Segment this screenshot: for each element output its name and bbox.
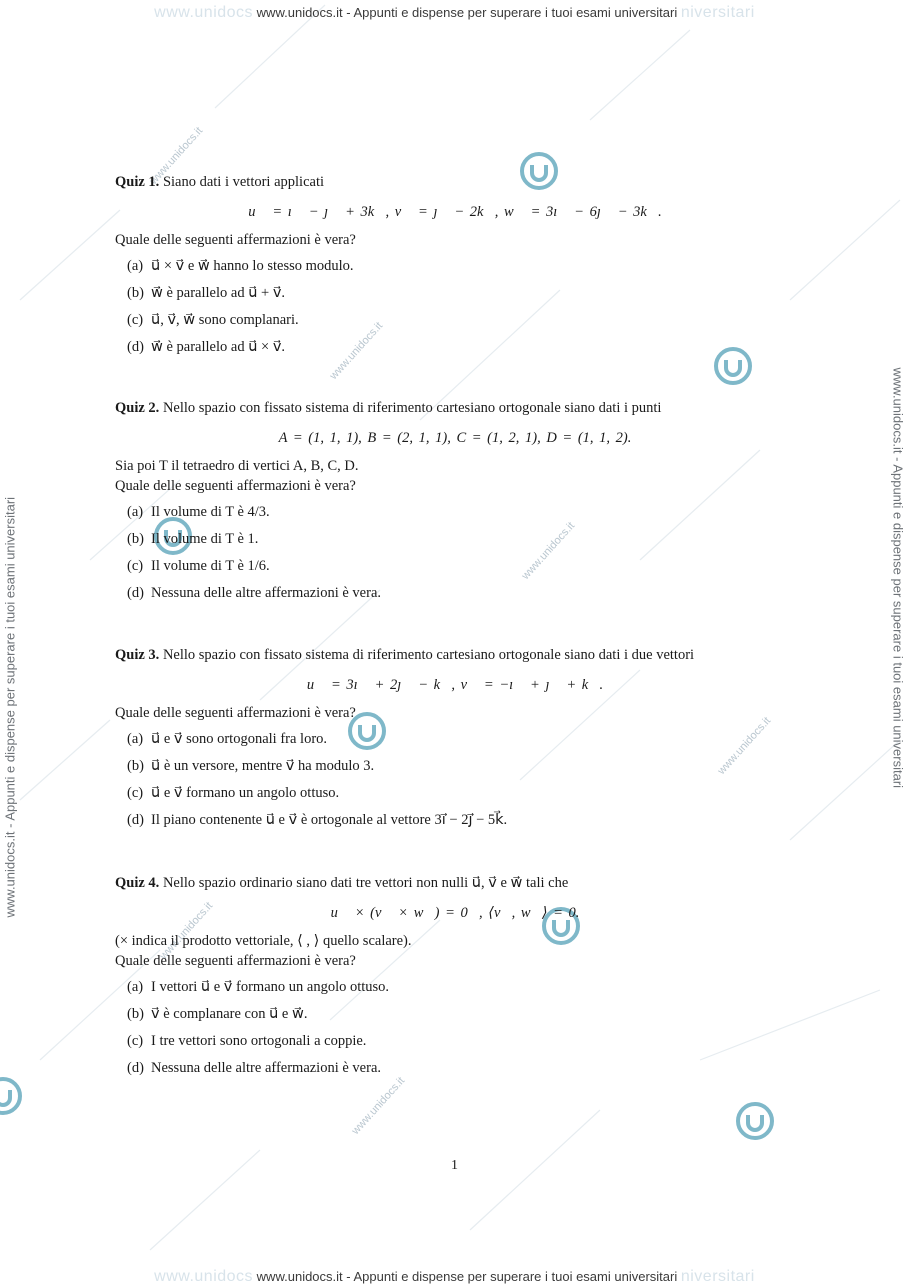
quiz-header — [115, 873, 795, 893]
quiz-label: Quiz 2. — [115, 400, 160, 416]
quiz-statement: Sia poi T il tetraedro di vertici A, B, C, D. — [115, 458, 359, 474]
option-letter: (b) — [127, 1006, 144, 1022]
option-text: Nessuna delle altre affermazioni è vera. — [151, 1060, 382, 1076]
option-b — [127, 1004, 795, 1024]
option-a — [127, 729, 795, 749]
option-letter: (c) — [127, 1033, 144, 1049]
quiz-label: Quiz 1. — [115, 174, 160, 190]
quiz-formula: u⃗ × (v⃗ × w⃗) = 0⃗, ⟨v⃗, w⃗⟩ = 0. — [330, 905, 580, 921]
watermark-side-left: www.unidocs.it - Appunti e dispense per superare i tuoi esami universitari — [2, 496, 18, 918]
option-text: u⃗ × v⃗ e w⃗ hanno lo stesso modulo. — [151, 258, 354, 274]
watermark-side-right: www.unidocs.it - Appunti e dispense per superare i tuoi esami universitari — [890, 367, 906, 789]
option-letter: (c) — [127, 312, 144, 328]
option-letter: (a) — [127, 504, 144, 520]
option-letter: (d) — [127, 585, 144, 601]
quiz-question: Quale delle seguenti affermazioni è vera? — [115, 705, 356, 721]
page-number: 1 — [451, 1158, 458, 1173]
watermark-ghost-right: niversitari — [680, 4, 755, 21]
quiz-4 — [115, 873, 795, 1085]
watermark-logo-icon — [734, 1100, 776, 1142]
option-c — [127, 310, 795, 330]
option-c — [127, 1031, 795, 1051]
option-d — [127, 583, 795, 603]
quiz-intro: Nello spazio ordinario siano dati tre vettori non nulli u⃗, v⃗ e w⃗ tali che — [162, 875, 569, 891]
watermark-banner-text: www.unidocs.it - Appunti e dispense per superare i tuoi esami universitari — [256, 1269, 678, 1284]
watermark-diagonal-text: www.unidocs.it — [715, 714, 774, 778]
option-b — [127, 756, 795, 776]
option-letter: (a) — [127, 979, 144, 995]
quiz-intro: Nello spazio con fissato sistema di riferimento cartesiano ortogonale siano dati i due vettori — [162, 647, 695, 663]
option-a — [127, 977, 795, 997]
option-letter: (d) — [127, 1060, 144, 1076]
quiz-header — [115, 172, 795, 192]
watermark-ghost-left: www.unidocs — [154, 4, 254, 21]
quiz-header — [115, 398, 795, 418]
quiz-label: Quiz 3. — [115, 647, 160, 663]
watermark-ghost-left: www.unidocs — [154, 1268, 254, 1285]
watermark-logo-icon — [0, 1075, 24, 1117]
watermark-diagonal-text: www.unidocs.it — [327, 319, 386, 383]
option-b — [127, 529, 795, 549]
option-letter: (b) — [127, 758, 144, 774]
watermark-diagonal-text: www.unidocs.it — [147, 124, 206, 188]
option-text: u⃗ e v⃗ sono ortogonali fra loro. — [151, 731, 328, 747]
quiz-label: Quiz 4. — [115, 875, 160, 891]
watermark-diagonal-text: www.unidocs.it — [349, 1074, 408, 1138]
options-list — [127, 256, 795, 357]
option-text: Il volume di T è 1. — [151, 531, 259, 547]
quiz-1 — [115, 172, 795, 364]
option-a — [127, 256, 795, 276]
watermark-banner-text: www.unidocs.it - Appunti e dispense per superare i tuoi esami universitari — [256, 5, 678, 20]
option-text: I vettori u⃗ e v⃗ formano un angolo ottuso. — [151, 979, 390, 995]
option-d — [127, 337, 795, 357]
quiz-intro: Nello spazio con fissato sistema di riferimento cartesiano ortogonale siano dati i punti — [162, 400, 662, 416]
option-text: Il piano contenente u⃗ e v⃗ è ortogonale al vettore 3ı⃗ − 2ȷ⃗ − 5k⃗. — [151, 812, 508, 828]
options-list — [127, 977, 795, 1078]
option-letter: (c) — [127, 558, 144, 574]
option-letter: (a) — [127, 731, 144, 747]
option-d — [127, 1058, 795, 1078]
watermark-banner-top — [0, 4, 909, 22]
option-c — [127, 783, 795, 803]
watermark-diagonal-text: www.unidocs.it — [519, 519, 578, 583]
quiz-intro: Siano dati i vettori applicati — [162, 174, 325, 190]
watermark-banner-bottom — [0, 1268, 909, 1286]
option-text: u⃗, v⃗, w⃗ sono complanari. — [151, 312, 299, 328]
quiz-header — [115, 645, 795, 665]
option-letter: (b) — [127, 531, 144, 547]
quiz-statement: (× indica il prodotto vettoriale, ⟨ , ⟩ quello scalare). — [115, 933, 412, 949]
option-text: I tre vettori sono ortogonali a coppie. — [151, 1033, 367, 1049]
option-a — [127, 502, 795, 522]
option-letter: (d) — [127, 339, 144, 355]
option-text: w⃗ è parallelo ad u⃗ + v⃗. — [151, 285, 286, 301]
quiz-2 — [115, 398, 795, 610]
option-b — [127, 283, 795, 303]
option-text: Il volume di T è 1/6. — [151, 558, 270, 574]
quiz-3 — [115, 645, 795, 837]
option-letter: (b) — [127, 285, 144, 301]
watermark-diagonal-text: www.unidocs.it — [157, 899, 216, 963]
options-list — [127, 502, 795, 603]
quiz-formula: u⃗ = ı⃗ − ȷ⃗ + 3k⃗, v⃗ = ȷ⃗ − 2k⃗, w⃗ = 3ı⃗ − 6ȷ⃗ − 3k⃗. — [248, 204, 662, 220]
option-text: u⃗ e v⃗ formano un angolo ottuso. — [151, 785, 340, 801]
quiz-question: Quale delle seguenti affermazioni è vera? — [115, 953, 356, 969]
option-letter: (c) — [127, 785, 144, 801]
quiz-question: Quale delle seguenti affermazioni è vera? — [115, 478, 356, 494]
option-text: v⃗ è complanare con u⃗ e w⃗. — [151, 1006, 308, 1022]
option-letter: (a) — [127, 258, 144, 274]
option-c — [127, 556, 795, 576]
option-text: Nessuna delle altre affermazioni è vera. — [151, 585, 382, 601]
watermark-ghost-right: niversitari — [680, 1268, 755, 1285]
options-list — [127, 729, 795, 830]
option-text: Il volume di T è 4/3. — [151, 504, 270, 520]
option-text: w⃗ è parallelo ad u⃗ × v⃗. — [151, 339, 286, 355]
quiz-formula: A = (1, 1, 1), B = (2, 1, 1), C = (1, 2, 1), D = (1, 1, 2). — [278, 430, 632, 446]
option-d — [127, 810, 795, 830]
quiz-question: Quale delle seguenti affermazioni è vera? — [115, 232, 356, 248]
option-text: u⃗ è un versore, mentre v⃗ ha modulo 3. — [151, 758, 375, 774]
option-letter: (d) — [127, 812, 144, 828]
quiz-formula: u⃗ = 3ı⃗ + 2ȷ⃗ − k⃗, v⃗ = −ı⃗ + ȷ⃗ + k⃗. — [306, 677, 604, 693]
